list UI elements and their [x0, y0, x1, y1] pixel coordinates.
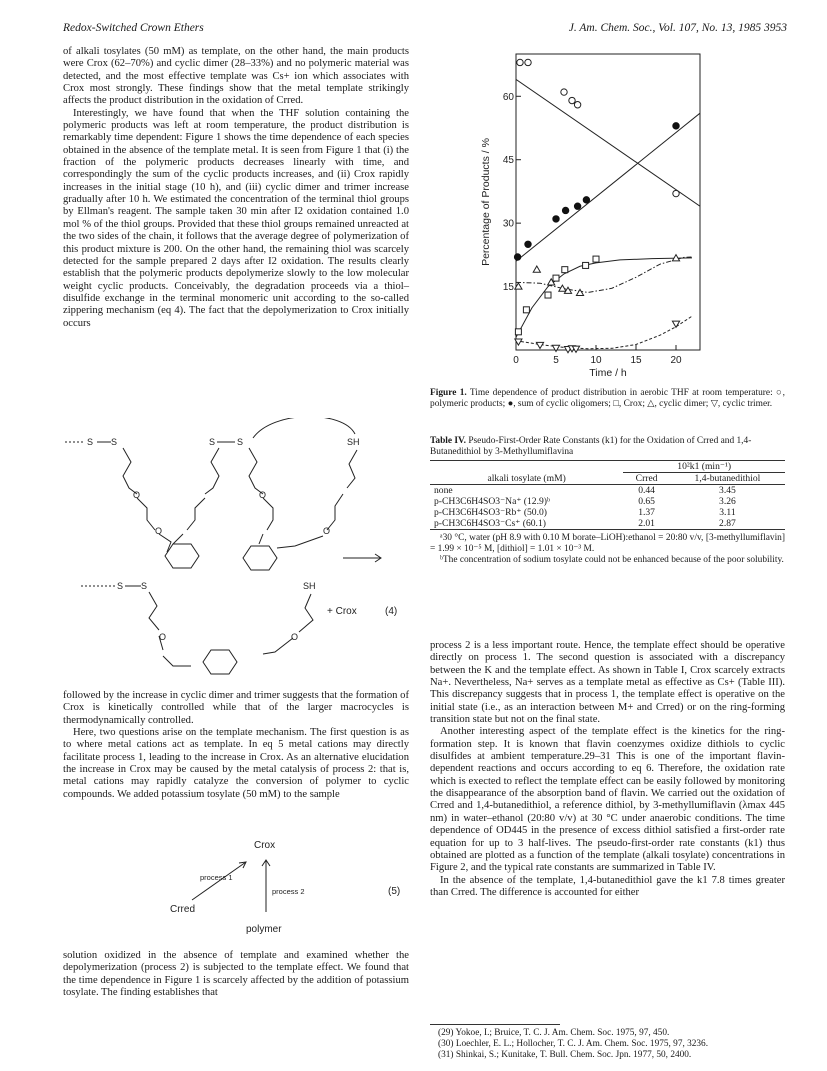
table-cell: p-CH3C6H4SO3⁻Rb⁺ (50.0) — [434, 507, 547, 518]
cyclic-sum-point — [673, 123, 679, 129]
x-tick-label: 5 — [553, 355, 559, 366]
oxygen-label: O — [159, 632, 167, 642]
crox-point — [515, 329, 521, 335]
table-cell: 1.37 — [638, 507, 655, 518]
oxygen-label: O — [155, 526, 163, 536]
eq5-left-label: Crred — [170, 904, 196, 915]
y-tick-label: 15 — [502, 282, 514, 294]
y-tick-label: 30 — [502, 218, 514, 230]
caption-text: Time dependence of product distribution in aerobic THF at room temperature: ○, polymeric products; ●, sum of cyclic oligomers; □, Crox; △, cyclic dimer; ▽, cyclic trimer. — [430, 388, 785, 409]
paragraph: Another interesting aspect of the template effect is the kinetics for the ring-formation step. It is known that flavin coenzymes oxidize dithiols to cyclic disulfides at ambient temperature.29–31 This is one of the important flavin-dependent reactions and occurs according to eq 6. Therefore, the oxidation rate which is exected to reflect the template effect can be easily followed by monitoring the disappearance of the absorption band of flavin. We carried out the oxidation of Crred and 1,4-butanedithiol, a reference dithiol, by 3-methyllumiflavin (λmax 445 nm) in water–ethanol (20:80 v/v) at 30 °C under anaerobic conditions. The time dependence of OD445 in the presence of excess dithiol satisfied a first-order rate equation for up to 3 half-lives. The pseudo-first-order rate constants (k1) thus obtained are plotted as a function of the template (alkali tosylate) concentrations in Figure 2, and the typical rate constants are summarized in Table IV. — [430, 726, 785, 874]
polymer-point — [561, 89, 567, 95]
eq5-top-label: Crox — [254, 840, 276, 851]
paragraph: process 2 is a less important route. Hence, the template effect should be operative directly on process 1. The second question is associated with a discrepancy between the K and the template effect. As shown in Table I, Crox scarcely extracts Na+. Nevertheless, Na+ serves as a template metal as effective as Cs+ (Table III). This discrepancy suggests that in process 1, the template effect is operative on the initial state (i.e., as an interaction between M+ and Crred) or on the ring-forming transition state but not on the final state. — [430, 640, 785, 726]
running-head-right: J. Am. Chem. Soc., Vol. 107, No. 13, 1985 3953 — [568, 22, 787, 34]
left-column-bottom — [63, 950, 409, 999]
equation-5-scheme — [150, 822, 410, 942]
table-footnote-b: ᵇThe concentration of sodium tosylate could not be enhanced because of the poor solubility. — [440, 555, 784, 565]
table-row — [430, 507, 785, 518]
crox-point — [553, 275, 559, 281]
sulfur-label: S — [141, 581, 148, 591]
table-cell: 3.45 — [719, 485, 736, 496]
table-title: Pseudo-First-Order Rate Constants (k1) for the Oxidation of Crred and 1,4-Butanedithiol by 3-Methyllumiflavina — [430, 436, 752, 457]
figure-1-caption — [430, 388, 785, 410]
reference-item: (31) Shinkai, S.; Kunitake, T. Bull. Chem. Soc. Jpn. 1977, 50, 2400. — [438, 1050, 692, 1061]
sulfur-label: S — [237, 437, 244, 447]
crox-point — [545, 292, 551, 298]
x-tick-label: 0 — [513, 355, 519, 366]
cyclic-sum-point — [514, 254, 520, 260]
polymer-point — [517, 59, 523, 65]
equation-number: (5) — [388, 886, 401, 897]
reference-item: (29) Yokoe, I.; Bruice, T. C. J. Am. Chem. Soc. 1975, 97, 450. — [438, 1028, 670, 1038]
process-2-label: process 2 — [272, 887, 305, 896]
trimer-point — [552, 345, 559, 351]
table-4-title — [430, 436, 785, 458]
x-tick-label: 15 — [630, 355, 642, 366]
cyclic-sum-point — [553, 216, 559, 222]
polymer-point — [569, 97, 575, 103]
x-axis-label: Time / h — [589, 367, 627, 379]
axes — [503, 92, 682, 366]
table-4 — [430, 460, 785, 566]
paragraph: Interestingly, we have found that when the THF solution containing the polymeric products was left at room temperature, the product distribution is remarkably time dependent: Figure 1 shows the time dependence of each species obtained in the absence of the template metal. It is seen from Figure 1 that (i) the fraction of the polymeric products decreases linearly with time, and correspondingly the sum of the cyclic products increases, and (ii) Crox rapidly increases in the initial stage (10 h), and (iii) cyclic dimer and trimer increase gradually after 10 h. We estimated the concentration of the terminal thiol groups by Ellman's reagent. The sample taken 30 min after I2 oxidation contained 1.0 mol % of the thiol groups. Provided that these thiol groups remained unreacted at the two sides of the chain, it follows that the average degree of polymerization of this product mixture is 200. On the other hand, the remaining thiol was scarcely detected for the sample prepared 2 days after I2 oxidation. The results clearly establish that the polymeric products depolymerize slowly to the low molecular weight cyclic products. Conceivably, the degradation proceeds via a thiol–disulfide exchange in the terminal monomeric unit according to the so-called zippering mechanism (eq 4). The fact that the depolymerization to Crox initially occurs — [63, 107, 409, 329]
crox-point — [583, 262, 589, 268]
process-1-label: process 1 — [200, 873, 233, 882]
cyclic-sum-point — [562, 207, 568, 213]
dimer-point — [576, 289, 583, 295]
y-axis-label: Percentage of Products / % — [480, 138, 492, 266]
oxygen-label: O — [133, 490, 141, 500]
oxygen-label: O — [259, 490, 267, 500]
trimer-point — [672, 321, 679, 327]
cyclic-sum-point — [583, 197, 589, 203]
table-label: Table IV. — [430, 436, 466, 446]
column-header: 1,4-butanedithiol — [694, 473, 761, 484]
trend-curve — [516, 258, 692, 337]
table-cell: p-CH3C6H4SO3⁻Cs⁺ (60.1) — [434, 518, 546, 529]
table-cell: 3.11 — [719, 507, 736, 518]
polymer-point — [574, 102, 580, 108]
column-header: Crred — [635, 473, 658, 484]
paragraph: of alkali tosylates (50 mM) as template, on the other hand, the main products were Crox (62–70%) and cyclic dimer (28–33%) and no polymeric material was detected, and the most effective template was Cs+ ion which associates with Crox most strongly. These findings show that the metal template strikingly affects the product distribution in the oxidation of Crred. — [63, 46, 409, 107]
table-cell: 0.44 — [638, 485, 655, 496]
paragraph: In the absence of the template, 1,4-butanedithiol gave the k1 7.8 times greater than Crred. The difference is accounted for either — [430, 874, 785, 898]
crox-point — [562, 267, 568, 273]
paragraph: solution oxidized in the absence of template and examined whether the depolymerization (process 2) is subjected to the template effect. We found that the time dependence in Figure 1 is scarcely affected by the addition of potassium tosylate. The finding establishes that — [63, 950, 409, 999]
table-body — [430, 461, 785, 529]
oxygen-label: O — [323, 526, 331, 536]
left-column-top — [63, 46, 409, 330]
equation-product-cr-ox: + Crox — [327, 606, 357, 617]
x-tick-label: 20 — [670, 355, 682, 366]
references — [430, 1024, 785, 1062]
y-tick-label: 60 — [502, 91, 514, 103]
table-row — [430, 518, 785, 529]
table-cell: none — [434, 485, 453, 496]
equation-4-scheme — [63, 418, 409, 690]
table-cell: p-CH3C6H4SO3⁻Na⁺ (12.9)ᵇ — [434, 496, 550, 507]
paragraph: Here, two questions arise on the template mechanism. The first question is as to where metal cations act as template. In eq 5 metal cations may directly facilitate process 1, leading to the increase in Crox. As an alternative elucidation the increase in Crox may be caused by the metal catalysis of process 2: that is, metal cations may rapidly catalyze the conversion of polymer to cyclic compounds. We added potassium tosylate (50 mM) to the sample — [63, 727, 409, 800]
eq5-bottom-label: polymer — [246, 924, 282, 935]
right-column-text — [430, 640, 785, 899]
y-tick-label: 45 — [502, 155, 514, 167]
cyclic-sum-point — [525, 241, 531, 247]
table-row — [430, 496, 785, 507]
group-header: 10²k1 (min⁻¹) — [623, 461, 785, 473]
caption-label: Figure 1. — [430, 388, 467, 398]
crox-point — [523, 307, 529, 313]
paragraph: followed by the increase in cyclic dimer and trimer suggests that the formation of Crox is kinetically controlled while that of the larger macrocycles is thermodynamically controlled. — [63, 690, 409, 726]
left-column-middle — [63, 690, 409, 801]
table-footnote-a: ᵃ30 °C, water (pH 8.9 with 0.10 M borate–LiOH):ethanol = 20:80 v/v, [3-methyllumiflavin] = 1.99 × 10⁻⁵ M, [dithiol] = 1.01 × 10⁻³ M. — [430, 533, 785, 554]
table-row — [430, 485, 785, 496]
reference-item: (30) Loechler, E. L.; Hollocher, T. C. J. Am. Chem. Soc. 1975, 97, 3236. — [438, 1039, 709, 1050]
crox-point — [593, 256, 599, 262]
x-tick-label: 10 — [590, 355, 602, 366]
sulfur-label: S — [209, 437, 216, 447]
polymer-point — [673, 190, 679, 196]
table-cell: 0.65 — [638, 496, 655, 507]
thiol-label: SH — [347, 437, 360, 447]
thiol-label: SH — [303, 581, 316, 591]
fit-lines — [516, 79, 700, 348]
sulfur-label: S — [117, 581, 124, 591]
table-cell: 2.87 — [719, 518, 736, 529]
equation-number: (4) — [385, 606, 398, 617]
running-head-left: Redox-Switched Crown Ethers — [63, 22, 204, 34]
figure-1-chart — [478, 48, 738, 388]
polymer-point — [525, 59, 531, 65]
table-cell: 2.01 — [638, 518, 655, 529]
oxygen-label: O — [291, 632, 299, 642]
data-points — [514, 59, 679, 352]
table-cell: 3.26 — [719, 496, 736, 507]
dimer-point — [533, 266, 540, 272]
sulfur-label: S — [111, 437, 118, 447]
trimer-point — [536, 342, 543, 348]
column-header: alkali tosylate (mM) — [487, 472, 566, 484]
cyclic-sum-point — [574, 203, 580, 209]
sulfur-label: S — [87, 437, 94, 447]
